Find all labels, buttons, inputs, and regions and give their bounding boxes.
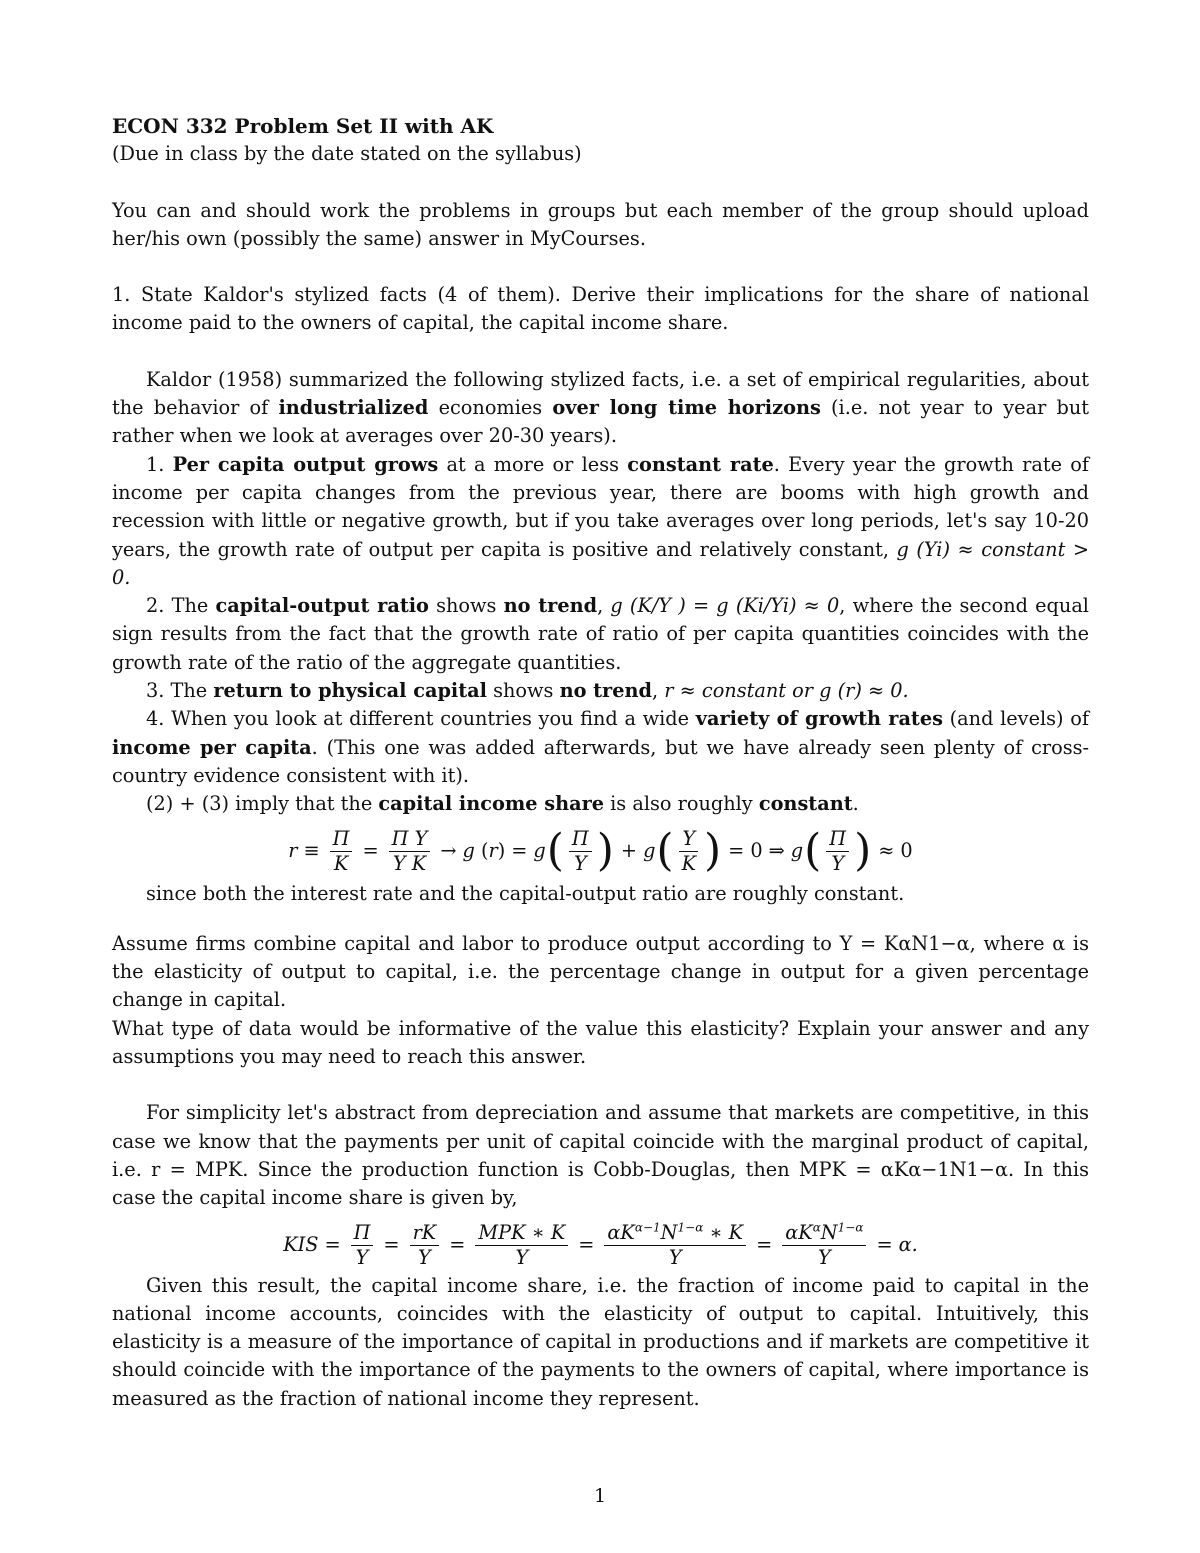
kaldor-intro: Kaldor (1958) summarized the following stylized facts, i.e. a set of empirical regularities, about the behavior of industrialized economies over long time horizons (i.e. not year to year but rather when we look at averages over 20-30 years). xyxy=(112,367,1089,448)
document-subtitle: (Due in class by the date stated on the syllabus) xyxy=(112,142,582,166)
document-title: ECON 332 Problem Set II with AK xyxy=(112,114,494,138)
fact1-math: g (Yi) ≈ constant > 0. xyxy=(112,537,1090,589)
stylized-fact-1: 1. Per capita output grows at a more or less constant rate. Every year the growth rate of income per capita changes from the previous year, there are booms with high growth and recession with little or negative growth, but if you take averages over long periods, let's say 10-20 years, the growth rate of output per capita is positive and relatively constant, g (Yi) ≈ constant > 0. xyxy=(112,452,1090,589)
equation-return-decomposition: r ≡ $\frac{\Pi}{K}$ = $\frac{\text{Π Y}}{\text{Y K}}$ → g ( r ) = g ( $\frac{\Pi}{Y}$ ) + g ( $\frac{Y}{K}$ ) = 0 ⇒ g ( $\frac{\Pi}{Y}$ ) ≈ 0 xyxy=(288,825,913,877)
stylized-fact-2: 2. The capital-output ratio shows no trend, g (K/Y ) = g (Ki/Yi) ≈ 0, where the second equal sign results from the fact that the growth rate of ratio of per capita quantities coincides with the growth rate of the ratio of the aggregate quantities. xyxy=(112,594,1089,674)
simplicity-paragraph: For simplicity let's abstract from depreciation and assume that markets are competitive, in this case we know that the payments per unit of capital coincide with the marginal product of capital, i.e. r = MPK. Since the production function is Cobb-Douglas, then MPK = αKα−1N1−α. In this case the capital income share is given by, xyxy=(112,1101,1089,1210)
fact3-math: r ≈ constant or g (r) ≈ 0. xyxy=(664,679,909,703)
implication-line: (2) + (3) imply that the capital income share is also roughly constant. xyxy=(146,792,859,816)
stylized-fact-3: 3. The return to physical capital shows no trend, r ≈ constant or g (r) ≈ 0. xyxy=(146,679,909,703)
stylized-fact-4: 4. When you look at different countries you find a wide variety of growth rates (and levels) of income per capita. (This one was added afterwards, but we have already seen plenty of cross-country evidence consistent with it). xyxy=(112,707,1090,787)
intro-paragraph: You can and should work the problems in groups but each member of the group should upload her/his own (possibly the same) answer in MyCourses. xyxy=(112,198,1089,250)
given-paragraph: Given this result, the capital income share, i.e. the fraction of income paid to capital in the national income accounts, coincides with the elasticity of output to capital. Intuitively, this elasticity is a measure of the importance of capital in productions and if markets are competitive it should coincide with the importance of the payments to the owners of capital, where importance is measured as the fraction of national income they represent. xyxy=(112,1273,1089,1410)
page-number: 1 xyxy=(593,1485,607,1507)
since-text: since both the interest rate and the capital-output ratio are roughly constant. xyxy=(146,881,905,905)
question-2: What type of data would be informative of the value this elasticity? Explain your answer and any assumptions you may need to reach this answer. xyxy=(112,1016,1089,1069)
assumption-paragraph: Assume firms combine capital and labor to produce output according to Y = KαN1−α, where α is the elasticity of output to capital, i.e. the percentage change in output for a given percentage change in capital. xyxy=(112,931,1089,1012)
fact2-math: g (K/Y ) = g (Ki/Yi) ≈ 0 xyxy=(610,594,840,618)
question-1: 1. State Kaldor's stylized facts (4 of them). Derive their implications for the share of national income paid to the owners of capital, the capital income share. xyxy=(112,283,1089,335)
equation-kis: KIS = $\frac{\Pi}{Y}$ = $\frac{rK}{Y}$ = $\frac{\text{MPK ∗ K}}{Y}$ = $\frac{\alpha K^{\alpha-1}N^{1-\alpha} ∗ K}{Y}$ = $\frac{\alpha K^\alpha N^{1-\alpha}}{Y}$ = α. xyxy=(283,1220,918,1269)
document-body xyxy=(112,112,1089,1413)
